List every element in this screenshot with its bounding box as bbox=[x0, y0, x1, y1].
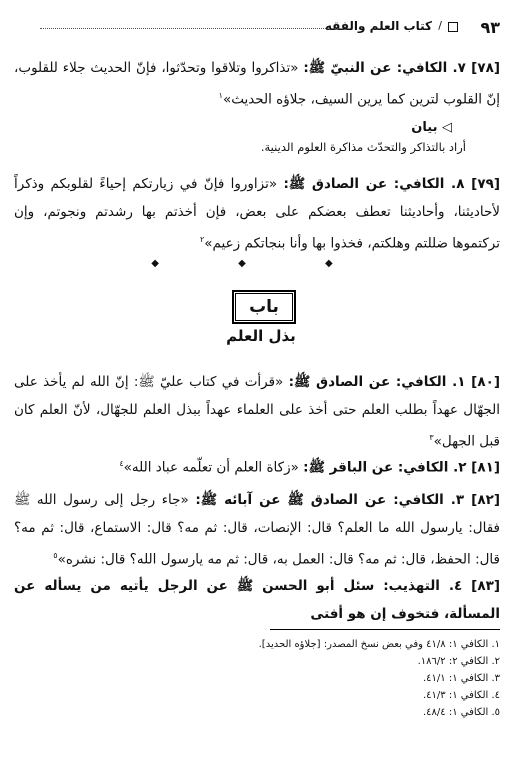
hadith-80-head: [٨٠] ١. الكافي: عن الصادق ﷺ: bbox=[288, 374, 500, 390]
running-title: كتاب العلم والفقه bbox=[324, 19, 432, 33]
page-number: ٩٣ bbox=[480, 18, 500, 37]
hadith-82-head: [٨٢] ٣. الكافي: عن الصادق ﷺ عن آبائه ﷺ: bbox=[195, 492, 501, 508]
bayan-text: أراد بالتذاكر والتحدّث مذاكرة العلوم الدينية. bbox=[260, 140, 466, 154]
hadith-79 bbox=[14, 170, 500, 258]
section-title: بذل العلم bbox=[226, 327, 296, 345]
triangle-pointer-icon: ◁ bbox=[442, 120, 452, 135]
section-ornament: ◆ ◆ ◆ bbox=[151, 258, 371, 269]
hadith-79-head: [٧٩] ٨. الكافي: عن الصادق ﷺ: bbox=[283, 176, 500, 192]
footnote-divider bbox=[270, 629, 500, 630]
footnote-ref-3: ٣ bbox=[429, 433, 434, 442]
footnote-2: ٢. الكافي ٢: ١٨٦/٢. bbox=[417, 656, 500, 667]
footnote-ref-1: ١ bbox=[218, 91, 223, 100]
hadith-78-head: [٧٨] ٧. الكافي: عن النبيّ ﷺ: bbox=[303, 60, 500, 76]
footnote-1: ١. الكافي ١: ٤١/٨ وفي بعض نسخ المصدر: [جلاؤه الحديد]. bbox=[258, 639, 500, 650]
hadith-81 bbox=[14, 450, 500, 482]
bayan-note bbox=[14, 118, 466, 157]
running-header bbox=[40, 18, 500, 40]
hadith-81-text: «زكاة العلم أن تعلّمه عباد الله» bbox=[123, 459, 299, 476]
hadith-83: [٨٣] ٤. التهذيب: سئل أبو الحسن ﷺ عن الرجل يأتيه من يسأله عن المسألة، فتخوف إن هو أفتى bbox=[14, 578, 501, 622]
dotted-leader bbox=[40, 28, 340, 29]
hadith-80 bbox=[14, 368, 500, 456]
hadith-80-text: «قرأت في كتاب عليّ ﷺ: إنّ الله لم يأخذ على الجهّال عهداً بطلب العلم حتى أخذ على العلماء عهداً ببذل العلم للجهّال، لأنّ العلم كان قبل الجهل» bbox=[14, 374, 500, 450]
hadith-81-head: [٨١] ٢. الكافي: عن الباقر ﷺ: bbox=[303, 459, 500, 476]
footnotes-list bbox=[200, 636, 500, 721]
hadith-78 bbox=[14, 54, 500, 114]
bayan-title: بيان bbox=[411, 120, 438, 135]
square-ornament-icon bbox=[448, 22, 458, 32]
footnote-ref-2: ٢ bbox=[200, 235, 205, 244]
footnote-ref-4: ٤ bbox=[119, 459, 124, 468]
footnote-5: ٥. الكافي ١: ٤٨/٤. bbox=[422, 707, 500, 718]
footnote-3: ٣. الكافي ١: ٤١/١. bbox=[422, 673, 500, 684]
hadith-79-text: «تزاوروا فإنّ في زيارتكم إحياءً لقلوبكم وذكراً لأحاديثنا، وأحاديثنا تعطف بعضكم على بعض، فإن أخذتم بها رشدتم ونجوتم، وإن تركتموها ضللتم وهلكتم، فخذوا بها وأنا بنجاتكم زعيم» bbox=[14, 176, 500, 252]
footnote-4: ٤. الكافي ١: ٤١/٣. bbox=[422, 690, 500, 701]
hadith-82-text: «جاء رجل إلى رسول الله ﷺ فقال: يارسول الله ما العلم؟ قال: الإنصات، قال: ثم مه؟ قال: الاستماع، قال: ثم مه؟ قال: الحفظ، قال: ثم مه؟ قال: العمل به، قال: ثم مه يارسول الله؟ قال: نشره» bbox=[14, 492, 500, 568]
footnote-ref-5: ٥ bbox=[53, 551, 58, 560]
header-separator: / bbox=[438, 19, 442, 32]
bab-heading: باب bbox=[235, 293, 293, 321]
bab-heading-box bbox=[232, 290, 296, 324]
hadith-82 bbox=[14, 486, 500, 574]
hadith-78-text: «تذاكروا وتلاقوا وتحدّثوا، فإنّ الحديث جلاء للقلوب، إنّ القلوب لترين كما يرين السيف، جلاؤه الحديث» bbox=[14, 60, 500, 108]
